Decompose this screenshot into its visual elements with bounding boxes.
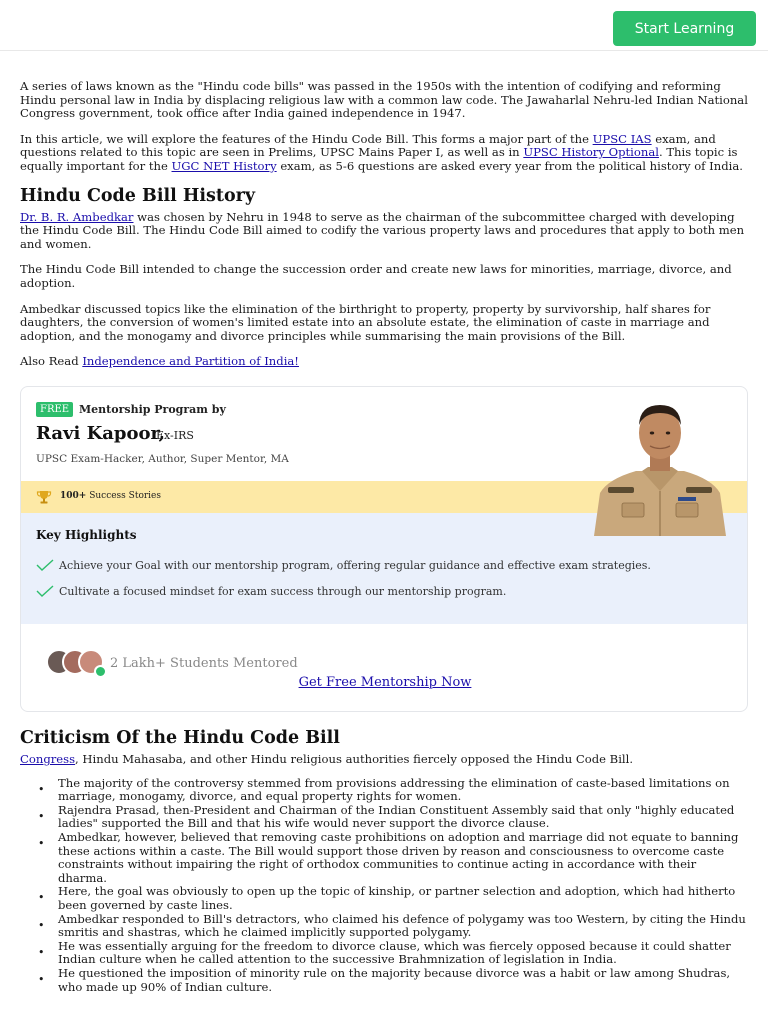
mentorship-cta — [21, 675, 748, 690]
history-paragraph-2: The Hindu Code Bill intended to change the succession order and create new laws for minorities, marriage, divorce, and adoption. — [20, 262, 732, 290]
list-item: • Rajendra Prasad, then-President and Chairman of the Indian Constituent Assembly said that only "highly educated ladies" supported the Bill and that his wife would never support the divorce clause. — [20, 804, 748, 831]
top-bar — [0, 0, 768, 51]
avatar-group — [46, 649, 108, 677]
intro-text-c: . This topic is equally important for the — [20, 145, 738, 173]
list-item: • He was essentially arguing for the freedom to divorce clause, which was fiercely opposed because it could shatter Indian culture when he called attention to the successive Brahmnization of legislation in India. — [20, 940, 748, 967]
intro-text-a: In this article, we will explore the features of the Hindu Code Bill. This forms a major part of the — [20, 131, 593, 146]
mentorship-program-label: Mentorship Program by — [79, 403, 226, 416]
start-learning-button[interactable]: Start Learning — [613, 11, 756, 46]
also-read-label: Also Read — [20, 354, 83, 369]
highlight-item — [36, 584, 506, 598]
students-mentored-text: 2 Lakh+ Students Mentored — [110, 655, 298, 671]
mentor-photo — [586, 395, 734, 536]
criticism-heading: Criticism Of the Hindu Code Bill — [20, 728, 340, 748]
mentor-title: Ex-IRS — [156, 429, 194, 442]
success-count: 100+ — [60, 491, 87, 501]
highlight-text: Achieve your Goal with our mentorship program, offering regular guidance and effective exam strategies. — [59, 558, 651, 572]
history-text-1: was chosen by Nehru in 1948 to serve as the chairman of the subcommittee charged with developing the Hindu Code Bill. The Hindu Code Bill aimed to codify the various property laws and procedures that apply to both men and women. — [20, 209, 745, 251]
success-stories — [60, 491, 161, 501]
trophy-icon — [36, 489, 52, 505]
upsc-ias-link[interactable]: UPSC IAS — [592, 131, 652, 146]
highlight-item — [36, 558, 651, 572]
criticism-intro — [20, 753, 748, 767]
list-item: • The majority of the controversy stemmed from provisions addressing the elimination of caste-based limitations on marriage, monogamy, divorce, and equal property rights for women. — [20, 777, 748, 804]
independence-partition-link[interactable]: Independence and Partition of India! — [82, 354, 299, 369]
list-item: • Ambedkar, however, believed that removing caste prohibitions on adoption and marriage did not equate to banning these actions within a caste. The Bill would support those driven by reason and consciousness to overcome caste constraints without impairing the right of orthodox communities to continue acting in accordance with their dharma. — [20, 831, 748, 885]
mentorship-card — [20, 386, 748, 712]
history-paragraph-1 — [20, 211, 748, 252]
also-read — [20, 355, 748, 369]
ugc-net-history-link[interactable]: UGC NET History — [171, 158, 277, 173]
history-heading: Hindu Code Bill History — [20, 185, 256, 206]
criticism-section — [20, 727, 748, 994]
history-paragraph-3: Ambedkar discussed topics like the elimination of the birthright to property, property by survivorship, half shares for daughters, the conversion of women's limited estate into an absolute estate, the elimination of caste in marriage and adoption, and the monogamy and divorce principles while summarising the main provisions of the Bill. — [20, 301, 711, 343]
upsc-history-optional-link[interactable]: UPSC History Optional — [523, 145, 659, 160]
check-icon — [36, 584, 54, 598]
mentor-name: Ravi Kapoor, — [36, 423, 165, 444]
criticism-intro-text: , Hindu Mahasaba, and other Hindu religious authorities fiercely opposed the Hindu Code Bill. — [75, 752, 634, 766]
intro-text-b: exam, and questions related to this topic are seen in Prelims, UPSC Mains Paper I, as well as in — [20, 131, 716, 160]
success-label: Success Stories — [86, 491, 161, 501]
list-item: • Ambedkar responded to Bill's detractors, who claimed his defence of polygamy was too Western, by citing the Hindu smritis and shastras, which he claimed implicitly supported polygamy. — [20, 913, 748, 940]
check-icon — [36, 558, 54, 572]
list-item: • He questioned the imposition of minority rule on the majority because divorce was a habit or law among Shudras, who made up 90% of Indian culture. — [20, 967, 748, 994]
ambedkar-link[interactable]: Dr. B. R. Ambedkar — [20, 209, 134, 224]
criticism-list — [20, 777, 748, 995]
intro-paragraph-2 — [20, 133, 748, 174]
intro-text-d: exam, as 5-6 questions are asked every year from the political history of India. — [276, 158, 743, 173]
article-content — [20, 80, 748, 369]
intro-paragraph-1: A series of laws known as the "Hindu code bills" was passed in the 1950s with the intention of codifying and reforming Hindu personal law in India by displacing religious law with a common law code. The Jawaharlal Nehru-led Indian National Congress government, took office after India gained independence in 1947. — [20, 79, 748, 121]
key-highlights-title: Key Highlights — [36, 528, 137, 542]
list-item: • Here, the goal was obviously to open up the topic of kinship, or partner selection and adoption, which had hitherto been governed by caste lines. — [20, 885, 748, 912]
get-free-mentorship-link[interactable]: Get Free Mentorship Now — [298, 675, 472, 690]
free-badge: FREE — [36, 402, 73, 417]
highlight-text: Cultivate a focused mindset for exam success through our mentorship program. — [59, 584, 507, 598]
mentor-description: UPSC Exam-Hacker, Author, Super Mentor, MA — [36, 453, 289, 465]
congress-link[interactable]: Congress — [20, 752, 76, 766]
students-mentored — [46, 649, 298, 677]
